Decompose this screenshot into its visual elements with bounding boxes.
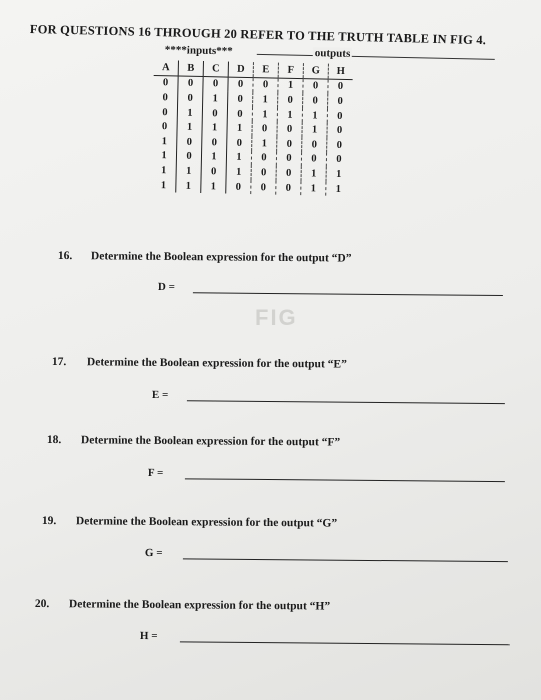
truth-table-row [151,178,350,197]
column-header-a: A [154,60,179,76]
question-19 [42,515,442,534]
cell-f: 0 [278,93,303,108]
column-header-e: E [253,62,278,78]
cell-b: 1 [176,164,201,179]
answer-line[interactable] [187,400,505,404]
answer-label: G = [144,547,163,560]
question-number: 20. [34,598,50,611]
cell-e: 1 [252,136,277,151]
question-number: 17. [51,356,67,369]
column-header-c: C [203,61,228,77]
cell-b: 0 [176,149,201,164]
cell-g: 0 [301,152,326,167]
cell-f: 0 [276,166,301,181]
column-header-h: H [328,64,353,80]
cell-a: 0 [153,105,178,120]
cell-d: 1 [227,121,252,136]
cell-d: 0 [227,106,252,121]
cell-d: 0 [228,92,253,107]
question-18 [47,434,447,453]
cell-d: 1 [226,165,251,180]
question-text: Determine the Boolean expression for the output “H” [68,598,331,613]
cell-c: 1 [203,91,228,106]
page-header: FOR QUESTIONS 16 THROUGH 20 REFER TO THE TRUTH TABLE IN FIG 4. [29,22,487,48]
cell-a: 1 [152,149,177,164]
cell-f: 0 [276,180,301,195]
column-header-g: G [303,63,328,79]
cell-e: 1 [253,92,278,107]
answer-label: F = [147,467,164,480]
cell-c: 0 [201,164,226,179]
answer-label: E = [151,389,169,402]
cell-b: 1 [177,120,202,135]
cell-d: 0 [228,77,253,93]
cell-g: 1 [302,122,327,137]
cell-f: 1 [278,78,303,94]
answer-line[interactable] [185,478,505,482]
answer-20 [140,630,512,649]
cell-b: 0 [178,91,203,106]
cell-d: 0 [227,136,252,151]
question-text: Determine the Boolean expression for the output “G” [75,515,338,530]
cell-f: 0 [277,122,302,137]
answer-label: D = [157,281,175,294]
question-number: 16. [57,250,73,263]
cell-e: 0 [251,165,276,180]
column-header-d: D [228,62,253,78]
cell-h: 1 [335,168,342,180]
outputs-group-label: outputs [314,47,351,60]
cell-h: 0 [336,154,342,166]
column-header-b: B [178,61,203,77]
cell-c: 0 [202,135,227,150]
outputs-group-line [257,54,495,60]
cell-f: 0 [276,151,301,166]
cell-a: 0 [153,75,178,91]
question-text: Determine the Boolean expression for the output “F” [80,434,341,449]
cell-g: 0 [303,78,328,94]
cell-a: 1 [152,134,177,149]
watermark: FIG [255,305,298,330]
question-20 [35,598,435,617]
cell-e: 0 [252,121,277,136]
cell-c: 0 [203,76,228,92]
cell-d: 0 [226,179,251,194]
question-text: Determine the Boolean expression for the output “D” [90,250,352,265]
cell-g: 0 [302,137,327,152]
cell-f: 1 [277,107,302,122]
inputs-group-label: ****inputs*** [164,44,233,58]
column-header-f: F [278,63,303,79]
truth-table [151,60,353,196]
cell-e: 0 [251,151,276,166]
question-17 [52,356,452,375]
cell-h: 0 [337,95,343,107]
question-16 [58,250,458,269]
cell-c: 1 [201,150,226,165]
cell-e: 1 [252,107,277,122]
cell-b: 0 [178,76,203,92]
answer-line[interactable] [180,641,510,645]
cell-b: 0 [177,134,202,149]
cell-g: 1 [301,166,326,181]
cell-e: 0 [251,180,276,195]
cell-g: 0 [303,93,328,108]
cell-c: 1 [201,179,226,194]
cell-c: 0 [202,106,227,121]
answer-16 [158,281,508,300]
answer-line[interactable] [193,292,503,296]
cell-d: 1 [226,150,251,165]
answer-line[interactable] [183,558,508,562]
cell-b: 1 [176,178,201,193]
cell-c: 1 [202,120,227,135]
cell-e: 0 [253,77,278,93]
answer-18 [148,467,508,486]
answer-17 [152,389,507,408]
cell-h: 0 [336,125,343,137]
answer-label: H = [139,630,158,643]
answer-19 [145,547,510,566]
cell-a: 1 [151,178,176,193]
cell-h: 0 [336,139,342,151]
question-number: 18. [46,434,62,447]
question-number: 19. [41,515,57,528]
cell-a: 1 [152,163,177,178]
cell-g: 1 [302,108,327,123]
cell-h: 0 [337,81,344,93]
cell-g: 1 [301,181,326,196]
cell-a: 0 [152,119,177,134]
cell-f: 0 [277,137,302,152]
cell-h: 1 [335,183,342,195]
cell-b: 1 [177,105,202,120]
question-text: Determine the Boolean expression for the output “E” [86,356,347,371]
cell-h: 0 [337,110,343,122]
cell-a: 0 [153,90,178,105]
